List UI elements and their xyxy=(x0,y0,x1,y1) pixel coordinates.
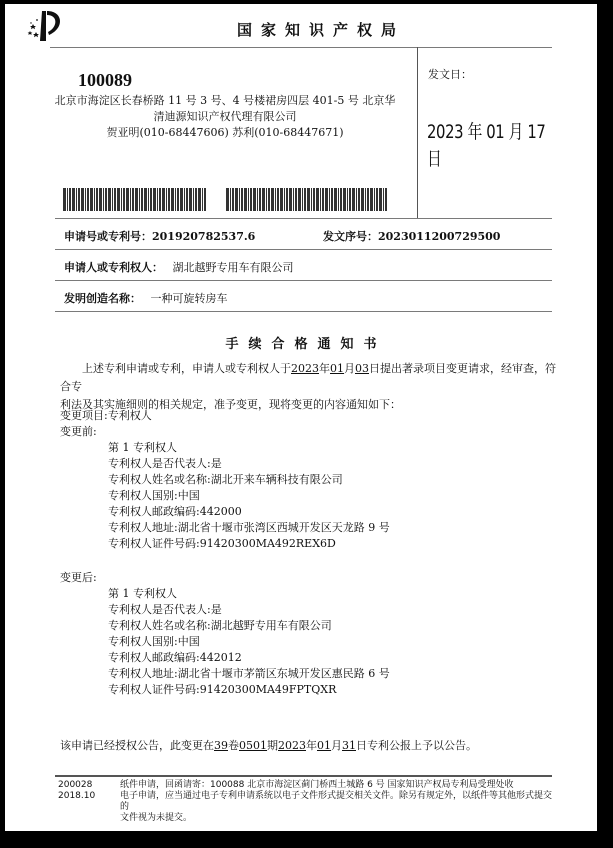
barcode-bar xyxy=(358,188,360,211)
barcode-bar xyxy=(322,188,324,211)
detail-line: 专利权人证件号码:91420300MA49FPTQXR xyxy=(108,683,337,696)
publication-notice xyxy=(60,738,477,754)
barcode-bar xyxy=(316,188,319,211)
barcode-bar xyxy=(241,188,243,211)
before-label: 变更前: xyxy=(60,425,97,438)
fields-divider-2 xyxy=(55,249,552,250)
detail-line: 专利权人地址:湖北省十堰市茅箭区东城开发区惠民路 6 号 xyxy=(108,667,390,680)
recipient-contacts: 贺亚明(010-68447606) 苏利(010-68447671) xyxy=(106,126,344,139)
barcode-bar xyxy=(198,188,201,211)
barcode-bar xyxy=(148,188,149,211)
barcode-bar xyxy=(244,188,247,211)
applicant-row xyxy=(64,259,294,275)
barcode-right xyxy=(226,188,388,211)
publication-month: 01 xyxy=(317,739,331,752)
barcode-bar xyxy=(72,188,75,211)
dispatch-date: 2023 年 01 月 17 日 xyxy=(427,121,546,170)
barcode-bar xyxy=(293,188,294,211)
header-divider xyxy=(50,47,552,48)
footer-notes xyxy=(120,780,560,824)
publication-text-1: 该申请已经授权公告，此变更在 xyxy=(60,739,214,752)
applicant-value: 湖北越野专用车有限公司 xyxy=(172,261,294,274)
barcode-bar xyxy=(374,188,375,211)
barcode-bar xyxy=(334,188,337,211)
pub-year-char: 年 xyxy=(306,739,317,752)
request-day: 03 xyxy=(355,362,369,375)
barcode-bar xyxy=(266,188,267,211)
barcode-bar xyxy=(250,188,252,211)
barcode-bar xyxy=(257,188,258,211)
barcode-bar xyxy=(271,188,274,211)
intro-text-3: 利法及其实施细则的相关规定，准予变更，现将变更的内容通知如下： xyxy=(60,398,401,411)
barcode-bar xyxy=(166,188,167,211)
barcode-bar xyxy=(141,188,143,211)
barcode-bar xyxy=(232,188,234,211)
barcode-bar xyxy=(204,188,206,211)
year-char: 年 xyxy=(319,362,330,375)
barcode-bar xyxy=(144,188,147,211)
barcode-bar xyxy=(184,188,185,211)
fields-divider-1 xyxy=(55,218,552,219)
intro-text-1: 上述专利申请或专利，申请人或专利权人于 xyxy=(82,362,291,375)
footer-line-1: 纸件申请，回函请寄：100088 北京市海淀区蓟门桥西土城路 6 号 国家知识产权局专利局受理处收 xyxy=(120,780,514,790)
barcode-bar xyxy=(69,188,71,211)
barcode-bar xyxy=(361,188,364,211)
barcode-bar xyxy=(132,188,134,211)
pub-month-char: 月 xyxy=(331,739,342,752)
footer-line-3: 文件视为未提交。 xyxy=(120,813,193,823)
barcode-bar xyxy=(76,188,77,211)
barcode-bar xyxy=(202,188,203,211)
barcode-bar xyxy=(385,188,387,211)
recipient-address-line2: 清迪源知识产权代理有限公司 xyxy=(153,110,297,123)
detail-line: 专利权人国别:中国 xyxy=(108,489,200,502)
barcode-bar xyxy=(376,188,378,211)
after-label: 变更后: xyxy=(60,571,97,584)
barcode-bar xyxy=(193,188,194,211)
detail-line: 专利权人地址:湖北省十堰市张湾区西城开发区天龙路 9 号 xyxy=(108,521,390,534)
barcode-bar xyxy=(112,188,113,211)
barcode-bar xyxy=(239,188,240,211)
barcode-bar xyxy=(96,188,98,211)
barcode-bar xyxy=(277,188,279,211)
barcode-bar xyxy=(157,188,158,211)
barcode-bar xyxy=(67,188,68,211)
volume-number: 39 xyxy=(214,739,228,752)
invention-label: 发明创造名称： xyxy=(64,292,141,305)
dispatch-date-label: 发文日： xyxy=(428,68,472,81)
change-item: 变更项目:专利权人 xyxy=(60,409,152,422)
form-version: 2018.10 xyxy=(58,791,96,801)
application-number-row xyxy=(64,228,255,244)
barcode-bar xyxy=(235,188,238,211)
barcode-bar xyxy=(275,188,276,211)
publication-year: 2023 xyxy=(278,739,306,752)
barcode-bar xyxy=(230,188,231,211)
intro-text-2: 日提出著录项目变更请求，经审查，符合专 xyxy=(60,362,556,393)
barcode-bar xyxy=(370,188,373,211)
document-serial-label: 发文序号： xyxy=(323,230,378,243)
barcode-bar xyxy=(338,188,339,211)
barcode-bar xyxy=(186,188,188,211)
barcode-bar xyxy=(295,188,297,211)
barcode-bar xyxy=(349,188,351,211)
applicant-label: 申请人或专利权人： xyxy=(64,261,163,274)
barcode-bar xyxy=(325,188,328,211)
barcode-bar xyxy=(121,188,122,211)
barcode-bar xyxy=(150,188,152,211)
barcode-bar xyxy=(253,188,256,211)
application-number-value: 201920782537.6 xyxy=(152,230,256,243)
issue-char: 期 xyxy=(267,739,278,752)
barcode-bar xyxy=(103,188,104,211)
header-vertical-divider xyxy=(417,47,418,218)
barcode-bar xyxy=(304,188,306,211)
barcode-bar xyxy=(340,188,342,211)
barcode-bar xyxy=(289,188,292,211)
notice-intro xyxy=(60,360,560,414)
fields-divider-3 xyxy=(55,280,552,281)
barcode-bar xyxy=(180,188,183,211)
detail-line: 专利权人是否代表人:是 xyxy=(108,457,222,470)
publication-day: 31 xyxy=(342,739,356,752)
barcode-bar xyxy=(262,188,265,211)
barcode-bar xyxy=(162,188,165,211)
barcode-bar xyxy=(268,188,270,211)
recipient-address-line1: 北京市海淀区长春桥路 11 号 3 号、4 号楼裙房四层 401-5 号 北京华 xyxy=(54,94,396,107)
barcode-left xyxy=(63,188,207,211)
barcode-bar xyxy=(284,188,285,211)
barcode-bar xyxy=(379,188,382,211)
barcode-bar xyxy=(175,188,176,211)
barcode-bar xyxy=(117,188,120,211)
detail-line: 第 1 专利权人 xyxy=(108,441,177,454)
barcode-bar xyxy=(90,188,93,211)
barcode-bar xyxy=(311,188,312,211)
barcode-bar xyxy=(286,188,288,211)
barcode-bar xyxy=(123,188,125,211)
issue-number: 0501 xyxy=(239,739,267,752)
detail-line: 专利权人证件号码:91420300MA492REX6D xyxy=(108,537,336,550)
publication-text-2: 日专利公报上予以公告。 xyxy=(356,739,477,752)
request-year: 2023 xyxy=(291,362,319,375)
barcode-bar xyxy=(329,188,330,211)
barcode-bar xyxy=(99,188,102,211)
detail-line: 专利权人国别:中国 xyxy=(108,635,200,648)
footer-divider xyxy=(55,775,552,777)
barcode-bar xyxy=(153,188,156,211)
barcode-bar xyxy=(352,188,355,211)
barcode-bar xyxy=(159,188,161,211)
barcode-bar xyxy=(331,188,333,211)
barcode-bar xyxy=(81,188,84,211)
barcode-bar xyxy=(343,188,346,211)
document-serial-row xyxy=(323,228,500,244)
barcode-bar xyxy=(347,188,348,211)
document-serial-value: 2023011200729500 xyxy=(378,230,501,243)
barcode-bar xyxy=(356,188,357,211)
detail-line: 第 1 专利权人 xyxy=(108,587,177,600)
barcode-bar xyxy=(168,188,170,211)
barcode-bar xyxy=(313,188,315,211)
barcode-bar xyxy=(130,188,131,211)
barcode-bar xyxy=(139,188,140,211)
barcode-bar xyxy=(94,188,95,211)
barcode-bar xyxy=(108,188,111,211)
detail-line: 专利权人是否代表人:是 xyxy=(108,603,222,616)
barcode-bar xyxy=(320,188,321,211)
detail-line: 专利权人姓名或名称:湖北越野专用车有限公司 xyxy=(108,619,332,632)
barcode-bar xyxy=(171,188,174,211)
barcode-bar xyxy=(195,188,197,211)
barcode-bar xyxy=(302,188,303,211)
invention-row xyxy=(64,290,228,306)
volume-char: 卷 xyxy=(228,739,239,752)
notice-title: 手续合格通知书 xyxy=(225,337,387,352)
barcode-bar xyxy=(383,188,384,211)
form-code: 200028 xyxy=(58,780,93,790)
application-number-label: 申请号或专利号： xyxy=(64,230,152,243)
detail-line: 专利权人姓名或名称:湖北开来车辆科技有限公司 xyxy=(108,473,343,486)
barcode-bar xyxy=(87,188,89,211)
barcode-bar xyxy=(226,188,229,211)
barcode-bar xyxy=(259,188,261,211)
agency-name: 国家知识产权局 xyxy=(236,21,405,39)
fields-divider-4 xyxy=(55,311,552,312)
barcode-bar xyxy=(307,188,310,211)
barcode-bar xyxy=(367,188,369,211)
detail-line: 专利权人邮政编码:442000 xyxy=(108,505,242,518)
barcode-bar xyxy=(135,188,138,211)
barcode-bar xyxy=(63,188,66,211)
month-char: 月 xyxy=(344,362,355,375)
footer-line-2: 电子申请，应当通过电子专利申请系统以电子文件形式提交相关文件。除另有规定外，以纸件等其他形式提交的 xyxy=(120,791,553,812)
detail-line: 专利权人邮政编码:442012 xyxy=(108,651,242,664)
barcode-bar xyxy=(365,188,366,211)
barcode-bar xyxy=(114,188,116,211)
barcode-bar xyxy=(298,188,301,211)
barcode-bar xyxy=(177,188,179,211)
barcode-bar xyxy=(248,188,249,211)
invention-value: 一种可旋转房车 xyxy=(150,292,228,305)
barcode-bar xyxy=(126,188,129,211)
notice-page xyxy=(5,4,597,831)
request-month: 01 xyxy=(330,362,344,375)
barcode-bar xyxy=(78,188,80,211)
barcode-bar xyxy=(189,188,192,211)
barcode-bar xyxy=(105,188,107,211)
recipient-postcode: 100089 xyxy=(78,70,132,90)
barcode-bar xyxy=(280,188,283,211)
barcode-bar xyxy=(85,188,86,211)
